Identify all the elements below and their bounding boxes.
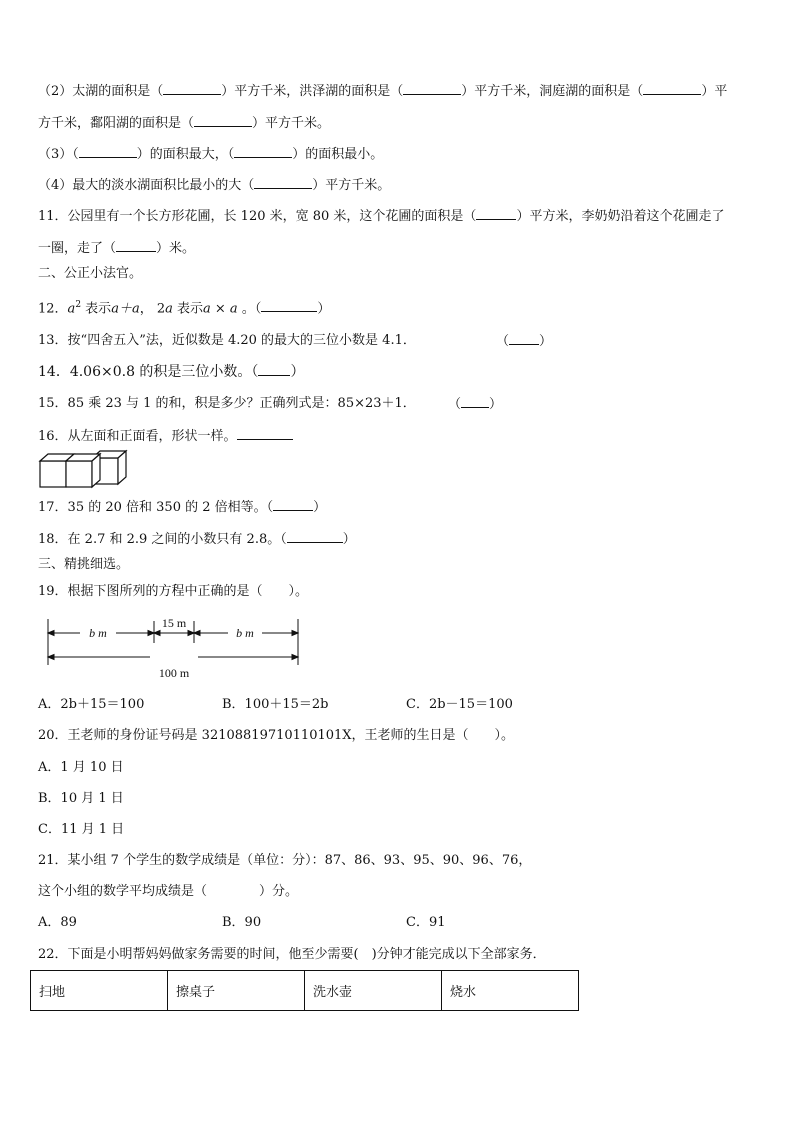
option-c[interactable]: C．11 月 1 日 <box>38 822 125 837</box>
answer-blank[interactable] <box>261 299 317 312</box>
answer-blank[interactable] <box>79 145 137 158</box>
table-row <box>31 971 579 1011</box>
question-15: 15．85 乘 23 与 1 的和，积是多少？正确列式是：85×23＋1． <box>38 396 416 411</box>
option-a[interactable]: A．89 <box>38 915 77 930</box>
question-16: 16．从左面和正面看，形状一样。 <box>38 427 293 446</box>
answer-blank[interactable] <box>476 207 516 220</box>
label-right-bm: b m <box>236 626 254 640</box>
label-left-bm: b m <box>89 626 107 640</box>
answer-blank[interactable] <box>403 82 461 95</box>
question-15-answer: （ ） <box>448 397 503 412</box>
option-a[interactable]: A．1 月 10 日 <box>38 760 124 775</box>
option-c[interactable]: C．91 <box>406 915 446 930</box>
answer-blank[interactable] <box>509 332 539 345</box>
question-20: 20．王老师的身份证号码是 32108819710110101X，王老师的生日是（ ）。 <box>38 728 515 743</box>
q10-part2-line2: 方千米，鄱阳湖的面积是（ ）平方千米。 <box>38 116 331 131</box>
answer-blank[interactable] <box>237 427 293 440</box>
question-11-line1: 11．公园里有一个长方形花圃，长 120 米，宽 80 米，这个花圃的面积是（ ）平方米，李奶奶沿着这个花圃走了 <box>38 209 725 224</box>
answer-blank[interactable] <box>116 239 156 252</box>
answer-blank[interactable] <box>234 145 292 158</box>
cube-stack-figure <box>38 449 128 489</box>
answer-blank[interactable] <box>287 530 343 543</box>
option-a[interactable]: A．2b＋15＝100 <box>38 697 145 712</box>
table-cell: 洗水壶 <box>305 971 442 1011</box>
option-c[interactable]: C．2b－15＝100 <box>406 697 513 712</box>
section-2-heading: 二、公正小法官。 <box>38 266 143 281</box>
answer-blank[interactable] <box>254 176 312 189</box>
q10-part4: （4）最大的淡水湖面积比最小的大（ ）平方千米。 <box>38 178 391 193</box>
answer-blank[interactable] <box>258 363 290 376</box>
question-14: 14．4.06×0.8 的积是三位小数。（ ） <box>38 364 305 380</box>
question-21-line2: 这个小组的数学平均成绩是（ ）分。 <box>38 884 299 899</box>
question-22: 22．下面是小明帮妈妈做家务需要的时间，他至少需要( )分钟才能完成以下全部家务． <box>38 947 546 962</box>
answer-blank[interactable] <box>163 82 221 95</box>
table-cell: 擦桌子 <box>168 971 305 1011</box>
label-15m: 15 m <box>161 616 187 630</box>
answer-blank[interactable] <box>273 498 313 511</box>
option-b[interactable]: B．90 <box>222 915 262 930</box>
segment-diagram <box>40 613 310 685</box>
option-b[interactable]: B．100＋15＝2b <box>222 697 329 712</box>
q10-part2-line1: （2）太湖的面积是（ ）平方千米，洪泽湖的面积是（ ）平方千米，洞庭湖的面积是（ ）平 <box>38 84 728 99</box>
question-12: 12．$a^2$ 表示a＋a， 2a 表示a × a 。（ ） <box>38 300 331 317</box>
question-18: 18．在 2.7 和 2.9 之间的小数只有 2.8。（ ） <box>38 532 356 547</box>
answer-blank[interactable] <box>461 395 489 408</box>
table-cell: 扫地 <box>31 971 168 1011</box>
answer-blank[interactable] <box>194 114 252 127</box>
question-11-line2: 一圈，走了（ ）米。 <box>38 241 196 256</box>
table-cell: 烧水 <box>442 971 579 1011</box>
question-21: 21．某小组 7 个学生的数学成绩是（单位：分）：87、86、93、95、90、96、76， <box>38 853 532 868</box>
answer-blank[interactable] <box>643 82 701 95</box>
question-13: 13．按“四舍五入”法，近似数是 4.20 的最大的三位小数是 4.1． <box>38 333 416 348</box>
chores-table <box>30 970 579 1011</box>
section-3-heading: 三、精挑细选。 <box>38 557 130 572</box>
question-13-answer: （ ） <box>496 334 553 349</box>
option-b[interactable]: B．10 月 1 日 <box>38 791 124 806</box>
question-19: 19．根据下图所列的方程中正确的是（ ）。 <box>38 584 309 599</box>
q10-part3: （3）（ ）的面积最大，（ ）的面积最小。 <box>38 147 384 162</box>
label-100m: 100 m <box>158 666 190 680</box>
question-17: 17．35 的 20 倍和 350 的 2 倍相等。（ ） <box>38 500 327 515</box>
